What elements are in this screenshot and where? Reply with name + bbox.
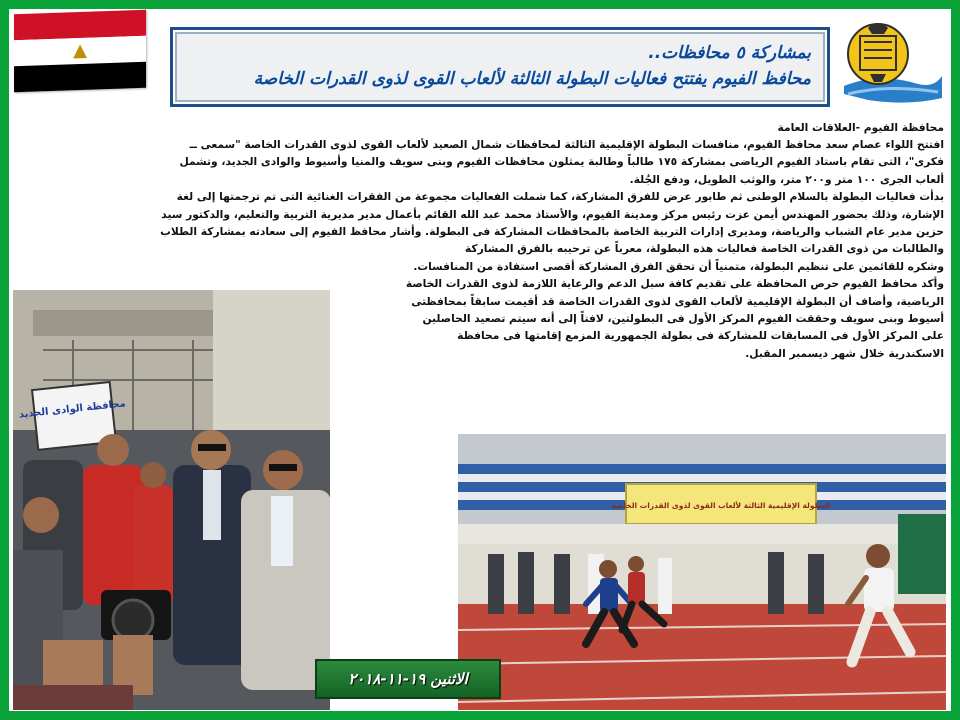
article-line: الاسكندرية خلال شهر ديسمبر المقبل. <box>745 346 944 360</box>
article-byline: محافظة الفيوم -العلاقات العامة <box>777 121 944 134</box>
headline-box <box>170 27 830 107</box>
photo-officials-illustration <box>13 290 330 710</box>
photo-officials <box>13 290 330 710</box>
article-line: حزين مدير عام الشباب والرياضة، ومديرى إدارات التربية الخاصة بالمحافظات المشاركة فى البطولة. وأشار محافظ الفيوم إلى سعادته بمشاركة الطلاب <box>160 225 944 239</box>
article-line: افتتح اللواء عصام سعد محافظ الفيوم، منافسات البطولة الإقليمية الثالثة لمحافظات شمال الصعيد لألعاب القوى لذوى القدرات الخاصة "سمعى ــ <box>189 138 944 151</box>
fayoum-logo-icon <box>838 14 946 106</box>
sign-text: محافظة الوادى الجديد <box>18 398 127 421</box>
article-line: الرياضية، وأضاف أن البطولة الإقليمية لألعاب القوى لذوى القدرات الخاصة قد أقيمت سابقاً بمحافظتى <box>411 294 944 308</box>
article-line: الإشارة، وذلك بحضور المهندس أيمن عزت رئيس مركز ومدينة الفيوم، والأستاذ محمد عبد الله القائم بأعمال مدير مديرية التربية والتعليم، والدكتور سيد <box>161 207 944 221</box>
article-line: ألعاب الجرى ١٠٠ متر و٢٠٠ متر، والوثب الطويل، ودفع الجُلة. <box>629 172 944 186</box>
article-line: والطالبات من ذوى القدرات الخاصة فعاليات هذه البطولة، معرباً عن ترحيبه بالفرق المشاركة <box>464 242 944 256</box>
article-line: بدأت فعاليات البطولة بالسلام الوطنى ثم طابور عرض للفرق المشاركة، كما شملت الفعاليات مجموعة من الفقرات الغنائية التى تم ترجمتها إلى لغة <box>176 190 944 204</box>
date-banner: الاثنين ١٩-١١-٢٠١٨ <box>315 659 501 699</box>
article-line: أسيوط وبنى سويف وحققت الفيوم المركز الأول فى البطولتين، لافتاً إلى أنه سيتم تصعيد الحاصلين <box>422 312 944 326</box>
egypt-flag-icon: ▲ <box>14 10 146 93</box>
banner-text: البطولة الإقليمية الثالثة لألعاب القوى لذوى القدرات الخاصة <box>611 501 831 510</box>
headline-title: محافظ الفيوم يفتتح فعاليات البطولة الثالثة لألعاب القوى لذوى القدرات الخاصة <box>253 69 811 89</box>
photo-runners-illustration <box>458 434 946 710</box>
photo-runners <box>458 434 946 710</box>
article-line: وشكره للقائمين على تنظيم البطولة، متمنياً أن تحقق الفرق المشاركة أقصى استفادة من المنافسات. <box>413 259 944 273</box>
article-line: على المركز الأول فى المسابقات للمشاركة فى بطولة الجمهورية المزمع إقامتها فى محافظة <box>457 329 944 343</box>
article-line: وأكد محافظ الفيوم حرص المحافظة على تقديم كافة سبل الدعم والرعاية اللازمة لذوى القدرات الخاصة <box>405 277 944 291</box>
headline-kicker: بمشاركة ٥ محافظات.. <box>648 43 811 63</box>
article-line: فكرى"، التى تقام باستاد الفيوم الرياضى بمشاركة ١٧٥ طالباً وطالبة يمثلون محافظات الفيوم وبنى سويف والمنيا وأسيوط والوادى الجديد، وتشمل <box>179 155 944 169</box>
